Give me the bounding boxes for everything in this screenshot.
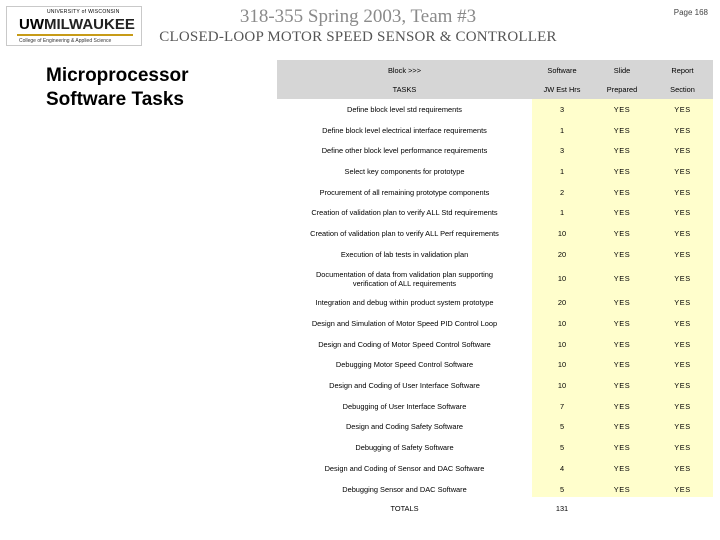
logo-bar xyxy=(17,34,133,36)
report-cell: YES xyxy=(674,339,691,349)
report-cell: YES xyxy=(674,274,691,283)
totals-empty-report xyxy=(652,499,713,517)
slide-cell: YES xyxy=(613,208,631,218)
report-cell: YES xyxy=(674,381,691,391)
logo-college-text: College of Engineering & Applied Science xyxy=(19,38,112,44)
report-cell: YES xyxy=(674,187,691,197)
task-line: verification of ALL requirements xyxy=(352,278,457,288)
totals-empty-slide xyxy=(592,499,652,517)
section-title xyxy=(46,64,246,112)
header-est-hrs: JW Est Hrs xyxy=(543,85,581,94)
slide-cell: YES xyxy=(613,319,631,329)
task-cell: Select key components for prototype xyxy=(344,166,465,176)
header-row-tasks xyxy=(277,80,713,99)
task-cell: Define other block level performance requirements xyxy=(321,146,488,156)
page-number: Page 168 xyxy=(673,8,708,17)
header-row-block xyxy=(277,60,713,80)
table-row xyxy=(277,458,713,479)
task-cell: Define block level electrical interface requirements xyxy=(322,125,487,135)
table-row xyxy=(277,313,713,334)
report-cell: YES xyxy=(674,360,691,370)
table-row xyxy=(277,479,713,500)
task-cell: Execution of lab tests in validation plan xyxy=(340,249,469,259)
hours-cell: 5 xyxy=(559,484,565,494)
slide-cell: YES xyxy=(613,360,631,370)
task-cell: Design and Coding of Motor Speed Control Software xyxy=(318,339,491,349)
slide-cell: YES xyxy=(613,339,631,349)
logo-milwaukee: MILWAUKEE xyxy=(44,16,135,33)
slide-cell: YES xyxy=(613,187,631,197)
section-title-line2: Software Tasks xyxy=(46,89,184,110)
task-cell: Debugging Sensor and DAC Software xyxy=(342,484,467,494)
hours-cell: 10 xyxy=(557,274,567,283)
table-row xyxy=(277,223,713,244)
tasks-table xyxy=(277,60,713,517)
university-logo xyxy=(6,6,142,46)
totals-label: TOTALS xyxy=(390,503,419,513)
table-row xyxy=(277,161,713,182)
header-report: Report xyxy=(671,65,694,75)
hours-cell: 10 xyxy=(557,228,567,238)
table-row xyxy=(277,293,713,314)
hours-cell: 20 xyxy=(557,249,567,259)
table-row xyxy=(277,334,713,355)
hours-cell: 1 xyxy=(559,208,565,218)
report-cell: YES xyxy=(674,146,691,156)
report-cell: YES xyxy=(674,104,691,114)
totals-row xyxy=(277,499,713,517)
hours-cell: 3 xyxy=(559,146,565,156)
hours-cell: 2 xyxy=(559,187,565,197)
hours-cell: 3 xyxy=(559,104,565,114)
task-line: Documentation of data from validation plan supporting xyxy=(315,269,494,279)
header-software: Software xyxy=(547,65,577,75)
slide-cell: YES xyxy=(613,146,631,156)
task-cell: Design and Coding of User Interface Software xyxy=(329,381,480,391)
report-cell: YES xyxy=(674,484,691,494)
header-section: Section xyxy=(670,85,695,94)
table-row xyxy=(277,417,713,438)
hours-cell: 1 xyxy=(559,166,565,176)
task-cell: Creation of validation plan to verify ALL Std requirements xyxy=(311,208,498,218)
header-prepared: Prepared xyxy=(606,85,638,94)
page-title: 318-355 Spring 2003, Team #3 xyxy=(239,6,477,27)
task-cell: Define block level std requirements xyxy=(346,104,463,114)
report-cell: YES xyxy=(674,443,691,453)
task-cell: Debugging of User Interface Software xyxy=(342,401,467,411)
hours-cell: 10 xyxy=(557,339,567,349)
task-cell: Design and Coding Safety Software xyxy=(345,422,464,432)
logo-university-text: UNIVERSITY of WISCONSIN xyxy=(47,9,120,15)
slide-cell: YES xyxy=(613,298,631,308)
report-cell: YES xyxy=(674,401,691,411)
hours-cell: 5 xyxy=(559,443,565,453)
report-cell: YES xyxy=(674,249,691,259)
slide-cell: YES xyxy=(613,125,631,135)
task-cell: Design and Simulation of Motor Speed PID Control Loop xyxy=(311,319,498,329)
slide-cell: YES xyxy=(613,463,631,473)
table-row xyxy=(277,182,713,203)
section-title-line1: Microprocessor xyxy=(46,65,189,86)
report-cell: YES xyxy=(674,166,691,176)
task-cell: Debugging of Safety Software xyxy=(355,443,454,453)
task-cell: Creation of validation plan to verify ALL Perf requirements xyxy=(310,228,499,238)
table-row xyxy=(277,375,713,396)
hours-cell: 4 xyxy=(559,463,565,473)
hours-cell: 5 xyxy=(559,422,565,432)
slide-cell: YES xyxy=(613,484,631,494)
table-row xyxy=(277,202,713,223)
hours-cell: 10 xyxy=(557,381,567,391)
hours-cell: 1 xyxy=(559,125,565,135)
slide-cell: YES xyxy=(613,166,631,176)
report-cell: YES xyxy=(674,125,691,135)
report-cell: YES xyxy=(674,228,691,238)
report-cell: YES xyxy=(674,422,691,432)
logo-uw: UW xyxy=(19,16,44,33)
table-row xyxy=(277,99,713,120)
task-cell: Debugging Motor Speed Control Software xyxy=(335,360,474,370)
task-cell: Procurement of all remaining prototype components xyxy=(319,187,490,197)
table-row xyxy=(277,396,713,417)
hours-cell: 7 xyxy=(559,401,565,411)
slide-cell: YES xyxy=(613,422,631,432)
task-cell: Design and Coding of Sensor and DAC Software xyxy=(324,463,485,473)
report-cell: YES xyxy=(674,319,691,329)
table-row xyxy=(277,120,713,141)
report-cell: YES xyxy=(674,463,691,473)
tasks-table-container xyxy=(277,60,713,517)
slide-cell: YES xyxy=(613,381,631,391)
page-subtitle: CLOSED-LOOP MOTOR SPEED SENSOR & CONTROLLER xyxy=(159,29,557,45)
header-slide: Slide xyxy=(613,65,631,75)
header-tasks: TASKS xyxy=(392,85,417,94)
report-cell: YES xyxy=(674,208,691,218)
slide-cell: YES xyxy=(613,104,631,114)
table-row xyxy=(277,355,713,376)
hours-cell: 20 xyxy=(557,298,567,308)
totals-hours: 131 xyxy=(555,503,569,513)
table-row xyxy=(277,140,713,161)
task-cell xyxy=(277,265,532,293)
task-cell: Integration and debug within product system prototype xyxy=(315,298,494,308)
table-row xyxy=(277,265,713,293)
table-row xyxy=(277,437,713,458)
slide-cell: YES xyxy=(613,274,631,283)
slide-cell: YES xyxy=(613,401,631,411)
header-block: Block >>> xyxy=(387,65,422,75)
slide-cell: YES xyxy=(613,228,631,238)
hours-cell: 10 xyxy=(557,319,567,329)
slide-cell: YES xyxy=(613,249,631,259)
table-row xyxy=(277,244,713,265)
logo-wordmark xyxy=(19,16,135,33)
report-cell: YES xyxy=(674,298,691,308)
slide-cell: YES xyxy=(613,443,631,453)
hours-cell: 10 xyxy=(557,360,567,370)
